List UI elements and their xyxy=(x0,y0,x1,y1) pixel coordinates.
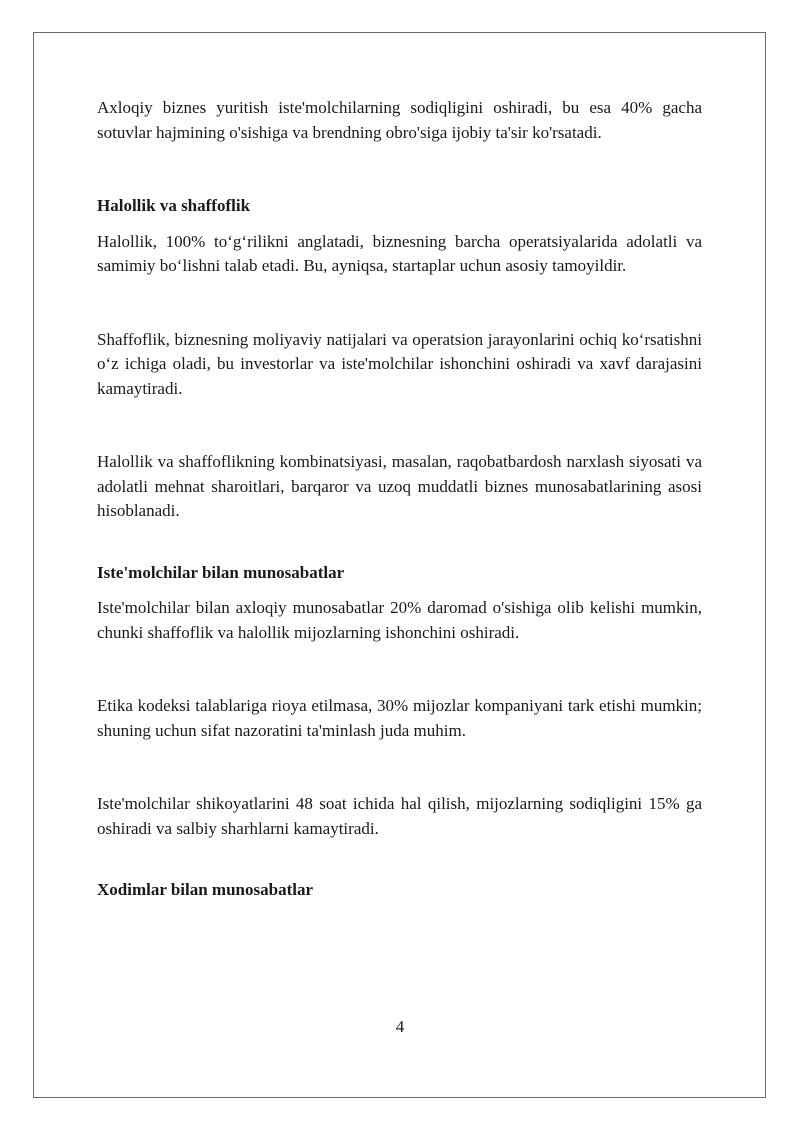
paragraph-shaffoflik: Shaffoflik, biznesning moliyaviy natijalari va operatsion jarayonlarini ochiq ko‘rsatishni o‘z ichiga oladi, bu investorlar va iste'molchilar ishonchini oshiradi va xavf darajasini kamaytiradi. xyxy=(97,329,702,398)
section-heading-xodimlar: Xodimlar bilan munosabatlar xyxy=(97,880,314,899)
page-number: 4 xyxy=(395,1017,405,1036)
paragraph-kombinatsiya: Halollik va shaffoflikning kombinatsiyasi, masalan, raqobatbardosh narxlash siyosati va adolatli mehnat sharoitlari, barqaror va uzoq muddatli biznes munosabatlarining asosi hisoblanadi. xyxy=(97,452,702,520)
paragraph-shikoyatlar: Iste'molchilar shikoyatlarini 48 soat ichida hal qilish, mijozlarning sodiqligini 15% ga oshiradi va salbiy sharhlarni kamaytiradi. xyxy=(97,794,702,838)
page-content xyxy=(97,96,702,903)
section-heading-halollik: Halollik va shaffoflik xyxy=(97,196,251,215)
paragraph-halollik: Halollik, 100% to‘g‘rilikni anglatadi, biznesning barcha operatsiyalarida adolatli va samimiy bo‘lishni talab etadi. Bu, ayniqsa, startaplar uchun asosiy tamoyildir. xyxy=(97,231,702,275)
paragraph-etika-kodeksi: Etika kodeksi talablariga rioya etilmasa, 30% mijozlar kompaniyani tark etishi mumkin; shuning uchun sifat nazoratini ta'minlash juda muhim. xyxy=(97,696,702,740)
intro-paragraph: Axloqiy biznes yuritish iste'molchilarning sodiqligini oshiradi, bu esa 40% gacha sotuvlar hajmining o'sishiga va brendning obro'siga ijobiy ta'sir ko'rsatadi. xyxy=(97,98,702,142)
paragraph-daromad: Iste'molchilar bilan axloqiy munosabatlar 20% daromad o'sishiga olib kelishi mumkin, chunki shaffoflik va halollik mijozlarning ishonchini oshiradi. xyxy=(97,598,702,642)
section-heading-istemolchilar: Iste'molchilar bilan munosabatlar xyxy=(97,562,345,582)
